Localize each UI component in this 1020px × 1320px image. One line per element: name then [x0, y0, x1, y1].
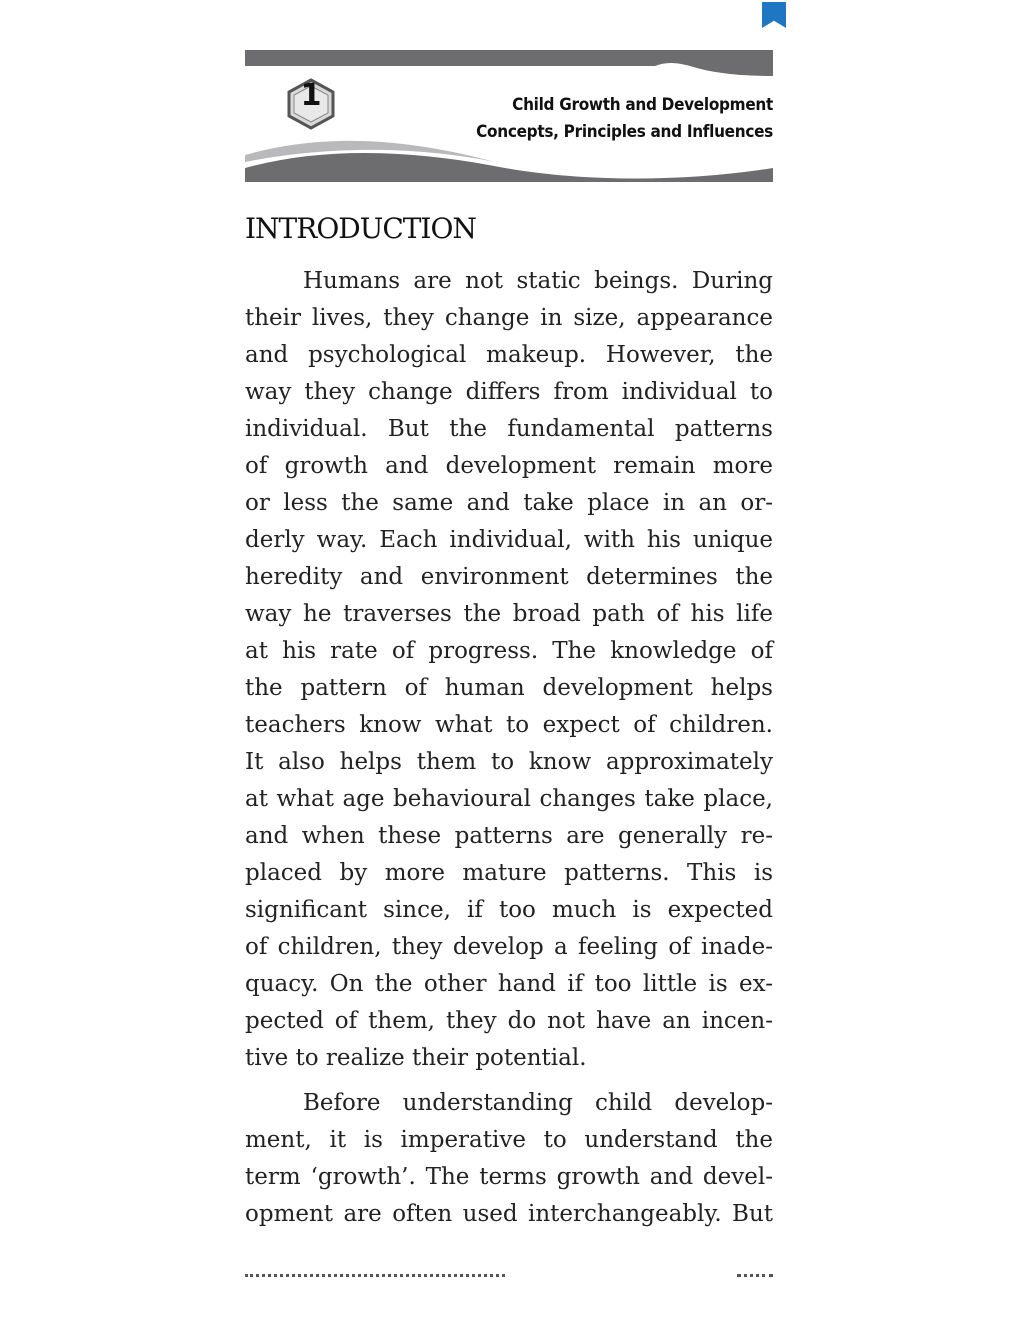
text-line: opment are often used interchangeably. But: [245, 1201, 773, 1227]
paragraph-2: [245, 1085, 773, 1233]
text-line: at his rate of progress. The knowledge of: [245, 638, 773, 664]
text-line: and when these patterns are generally re-: [245, 823, 773, 849]
bookmark-icon[interactable]: [762, 2, 786, 28]
text-line: teachers know what to expect of children.: [245, 712, 773, 738]
section-heading: INTRODUCTION: [245, 212, 476, 245]
text-line: heredity and environment determines the: [245, 564, 773, 590]
text-line: derly way. Each individual, with his unique: [245, 527, 773, 553]
text-line: Before understanding child develop-: [303, 1090, 773, 1116]
chapter-subtitle: Concepts, Principles and Influences: [476, 122, 773, 142]
text-line: placed by more mature patterns. This is: [245, 860, 773, 886]
text-line: and psychological makeup. However, the: [245, 342, 773, 368]
text-line: of growth and development remain more: [245, 453, 773, 479]
text-line: way he traverses the broad path of his life: [245, 601, 773, 627]
text-line: individual. But the fundamental patterns: [245, 416, 773, 442]
text-line: the pattern of human development helps: [245, 675, 773, 701]
text-line: their lives, they change in size, appearance: [245, 305, 773, 331]
text-line: Humans are not static beings. During: [303, 268, 773, 294]
text-line: ment, it is imperative to understand the: [245, 1127, 773, 1153]
text-line: quacy. On the other hand if too little is ex-: [245, 971, 773, 997]
page-footer-clipped: [245, 1270, 773, 1278]
text-line: significant since, if too much is expected: [245, 897, 773, 923]
text-line: or less the same and take place in an or-: [245, 490, 773, 516]
chapter-title: Child Growth and Development: [512, 95, 773, 115]
text-line: tive to realize their potential.: [245, 1045, 587, 1071]
text-line: at what age behavioural changes take place,: [245, 786, 773, 812]
text-line: pected of them, they do not have an incen-: [245, 1008, 773, 1034]
text-line: term ‘growth’. The terms growth and devel-: [245, 1164, 773, 1190]
paragraph-1: [245, 263, 773, 1077]
text-line: of children, they develop a feeling of inade-: [245, 934, 773, 960]
text-line: It also helps them to know approximately: [245, 749, 773, 775]
text-line: way they change differs from individual to: [245, 379, 773, 405]
chapter-number: 1: [300, 78, 322, 113]
